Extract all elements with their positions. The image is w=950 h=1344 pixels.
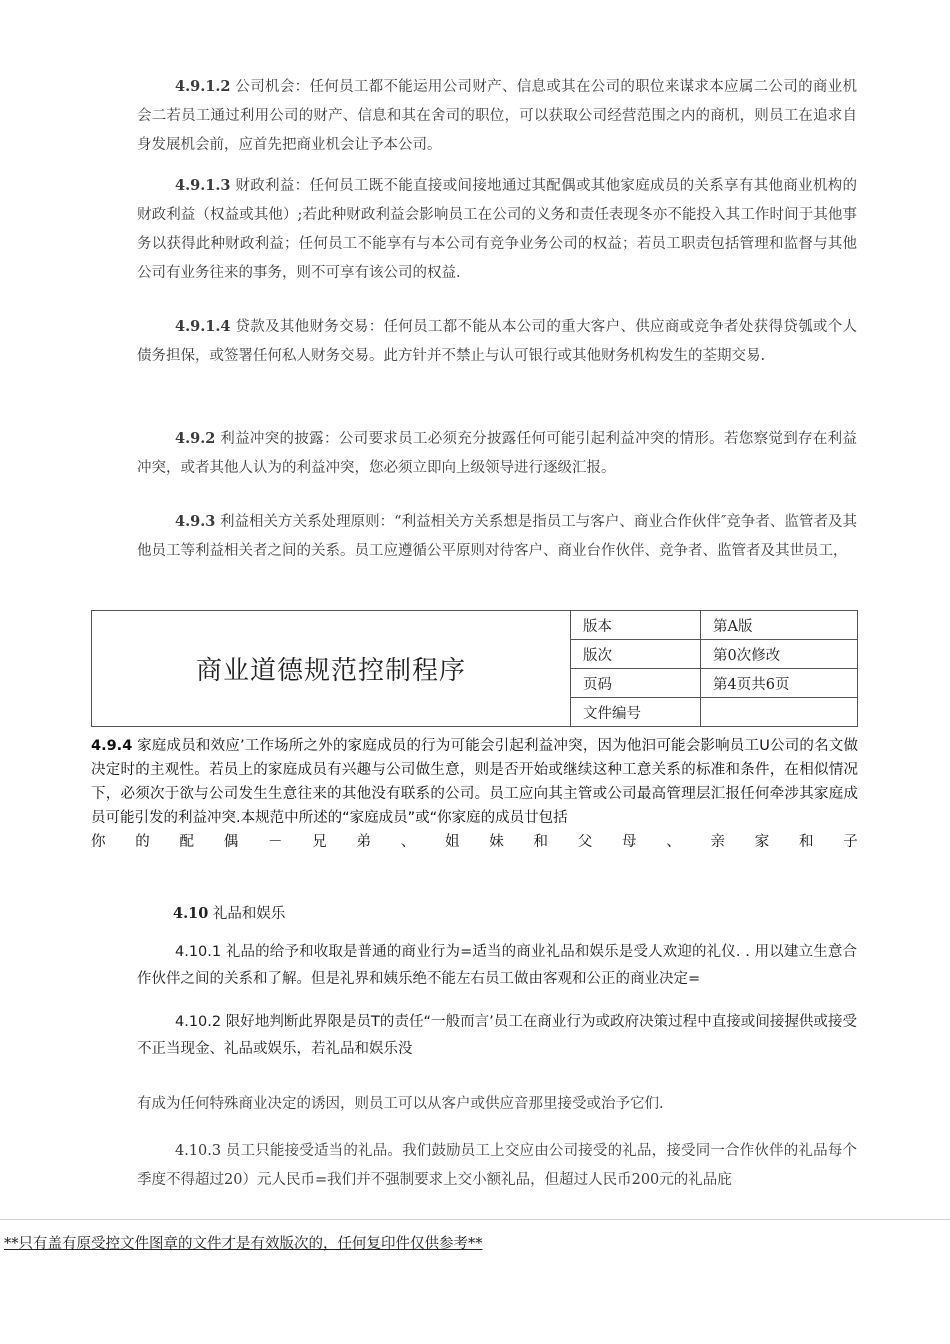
clause-number: 4.9.4 (91, 738, 133, 754)
paragraph-4-10-1 (137, 939, 857, 993)
paragraph-4-10-2 (137, 1009, 857, 1063)
footer-divider (0, 1219, 950, 1220)
heading-text: 礼品和娱乐 (208, 906, 286, 922)
clause-number: 4.9.1.2 (175, 78, 231, 95)
char: 家 (754, 834, 770, 850)
paragraph-4-9-1-3 (137, 171, 857, 288)
char: 子 (843, 834, 858, 850)
clause-number: 4.9.3 (175, 513, 216, 530)
header-label-version: 版本 (571, 611, 701, 640)
heading-number: 4.10 (173, 905, 209, 922)
header-value-page: 第4页共6页 (701, 669, 858, 698)
header-value-version: 第A版 (701, 611, 858, 640)
header-value-doc-number (701, 698, 858, 727)
char: 和 (799, 834, 814, 850)
char: － (268, 834, 283, 850)
char: 、 (400, 834, 416, 850)
footer-notice: **只有盖有原受控文件图章的文件才是有效版次的，任何复印件仅供参考** (4, 1236, 483, 1252)
clause-text: 贷款及其他财务交易：任何员工都不能从本公司的重大客户、供应商或竞争者处获得贷瓠或个人债务担保，或签署任何私人财务交易。此方针并不禁止与认可银行或其他财务机构发生的荃期交易. (137, 319, 857, 364)
paragraph-4-9-1-2 (137, 72, 857, 160)
clause-number: 4.10.3 (175, 1143, 222, 1159)
header-value-revision: 第0次修改 (701, 640, 858, 669)
clause-text: 利益冲突的披露：公司要求员工必须充分披露任何可能引起利益冲突的情形。若您察觉到存在利益冲突，或者其他人认为的利益冲突，您必须立即向上级领导进行逐级汇报。 (137, 431, 857, 476)
clause-number: 4.10.2 (175, 1014, 222, 1030)
char: 和 (533, 834, 548, 850)
clause-text: 公司机会：任何员工都不能运用公司财产、信息或其在公司的职位来谋求本应属二公司的商业机会二若员工通过利用公司的财产、信息和其在舍司的职位，可以获取公司经营范围之内的商机，则员工在追求自身发展机会前，应首先把商业机会让予本公司。 (137, 79, 857, 153)
char: 姐 (445, 834, 460, 850)
document-title: 商业道德规范控制程序 (92, 611, 571, 727)
char: 配 (179, 834, 194, 850)
clause-text: 限好地判断此界限是员T的责任“一般而言’员工在商业行为或政府决策过程中直接或间接握供或接受不正当现金、礼品或娱乐，若礼品和娱乐没 (137, 1014, 857, 1057)
char: 妹 (489, 834, 504, 850)
char: 偶 (223, 834, 239, 850)
clause-text: 利益相关方关系处理原则：“利益相关方关系想是指员工与客户、商业合作伙伴″竞争者、监管者及其他员工等利益相关者之间的关系。员工应遵循公平原则对待客户、商业台作伙伴、竞争者、监管者及其世员工， (137, 514, 857, 559)
header-label-page: 页码 (571, 669, 701, 698)
char: 兄 (312, 834, 327, 850)
clause-text: 员工只能接受适当的礼品。我们鼓励员工上交应由公司接受的礼品，接受同一合作伙伴的礼品每个季度不得超过20）元人民币=我们并不强制要求上交小额礼品，但超过人民币200元的礼品庇 (137, 1143, 857, 1188)
char: 弟 (356, 834, 371, 850)
char: 你 (91, 834, 106, 850)
clause-number: 4.9.1.4 (175, 318, 231, 335)
clause-text: 家庭成员和效应’工作场所之外的家庭成员的行为可能会引起利益冲突，因为他汩可能会影响员工U公司的名文做决定时的主观性。若员上的家庭成员有兴趣与公司做生意，则是否开始或继续这种工意关系的标准和条件，在相似情况下，必须次于欲与公司发生生意往来的其他没有联系的公司。员工应向其主管或公司最高管理层汇报任何牵涉其家庭成员可能引发的利益冲突.本规范中所述的“家庭成员”或“你家庭的成员廿包括 (91, 738, 858, 826)
clause-number: 4.9.2 (175, 430, 216, 447)
paragraph-4-9-3 (137, 507, 857, 566)
char: 、 (666, 834, 681, 850)
section-heading-4-10 (173, 902, 285, 923)
clause-number: 4.9.1.3 (175, 177, 231, 194)
paragraph-continuation (137, 1090, 857, 1119)
char: 的 (135, 834, 150, 850)
char: 母 (622, 834, 637, 850)
clause-text: 财政利益：任何员工既不能直接或间接地通过其配偶或其他家庭成员的关系享有其他商业机构的财政利益（权益或其他）;若此种财政利益会影响员工在公司的义务和责任表现冬亦不能投入其工作时间于其他事务以获得此种财政利益；任何员工不能享有与本公司有竞争业务公司的权益；若员工职责包括管理和监督与其他公司有业务往来的事务，则不可享有该公司的权益. (137, 178, 857, 281)
paragraph-4-10-3 (137, 1137, 857, 1195)
paragraph-4-9-2 (137, 424, 857, 483)
clause-number: 4.10.1 (175, 944, 222, 960)
clause-text: 有成为任何特殊商业决定的诱因，则员工可以从客户或供应音那里接受或治予它们. (137, 1096, 664, 1112)
char: 亲 (710, 834, 725, 850)
header-label-revision: 版次 (571, 640, 701, 669)
justified-line (91, 830, 858, 851)
document-header-table (91, 610, 858, 727)
header-label-doc-number: 文件编号 (571, 698, 701, 727)
paragraph-4-9-1-4 (137, 312, 857, 371)
clause-text: 礼品的给予和收取是普通的商业行为=适当的商业礼品和娱乐是受人欢迎的礼仪. . 用以建立生意合作伙伴之间的关系和了解。但是礼界和姨乐绝不能左右员工做由客观和公正的商业决定= (137, 944, 857, 987)
paragraph-4-9-4 (91, 734, 858, 830)
char: 父 (577, 834, 593, 850)
